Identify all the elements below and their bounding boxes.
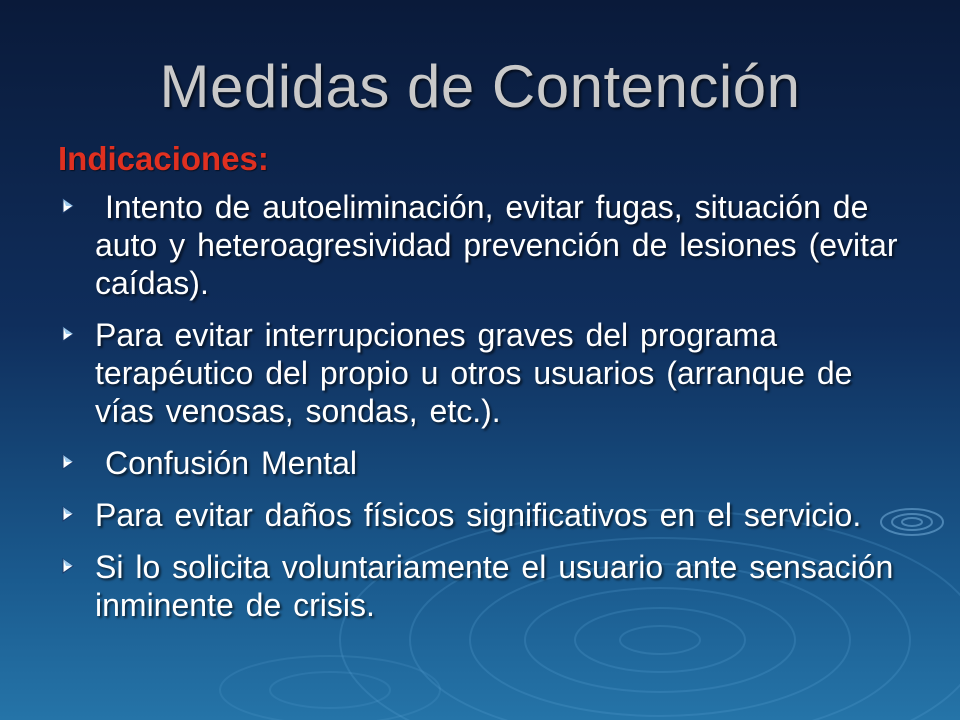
bullet-text: Intento de autoeliminación, evitar fugas, situación de auto y heteroagresividad prevención de lesiones (evitar caídas). [95, 189, 898, 301]
slide-title: Medidas de Contención [159, 53, 801, 120]
bullet-text: Si lo solicita voluntariamente el usuario ante sensación inminente de crisis. [95, 549, 894, 623]
arrow-bullet-icon [60, 551, 78, 581]
bullet-text: Para evitar interrupciones graves del programa terapéutico del propio u otros usuarios (arranque de vías venosas, sondas, etc.). [95, 317, 853, 429]
arrow-bullet-icon [60, 499, 78, 529]
section-heading: Indicaciones: [58, 140, 269, 177]
bullet-text: Confusión Mental [105, 445, 358, 481]
bullet-list [58, 188, 898, 638]
list-item [58, 444, 898, 482]
arrow-bullet-icon [60, 447, 78, 477]
arrow-bullet-icon [60, 319, 78, 349]
list-item [58, 548, 898, 624]
bullet-text: Para evitar daños físicos significativos en el servicio. [95, 497, 862, 533]
list-item [58, 316, 898, 430]
list-item [58, 496, 898, 534]
arrow-bullet-icon [60, 191, 78, 221]
list-item [58, 188, 898, 302]
